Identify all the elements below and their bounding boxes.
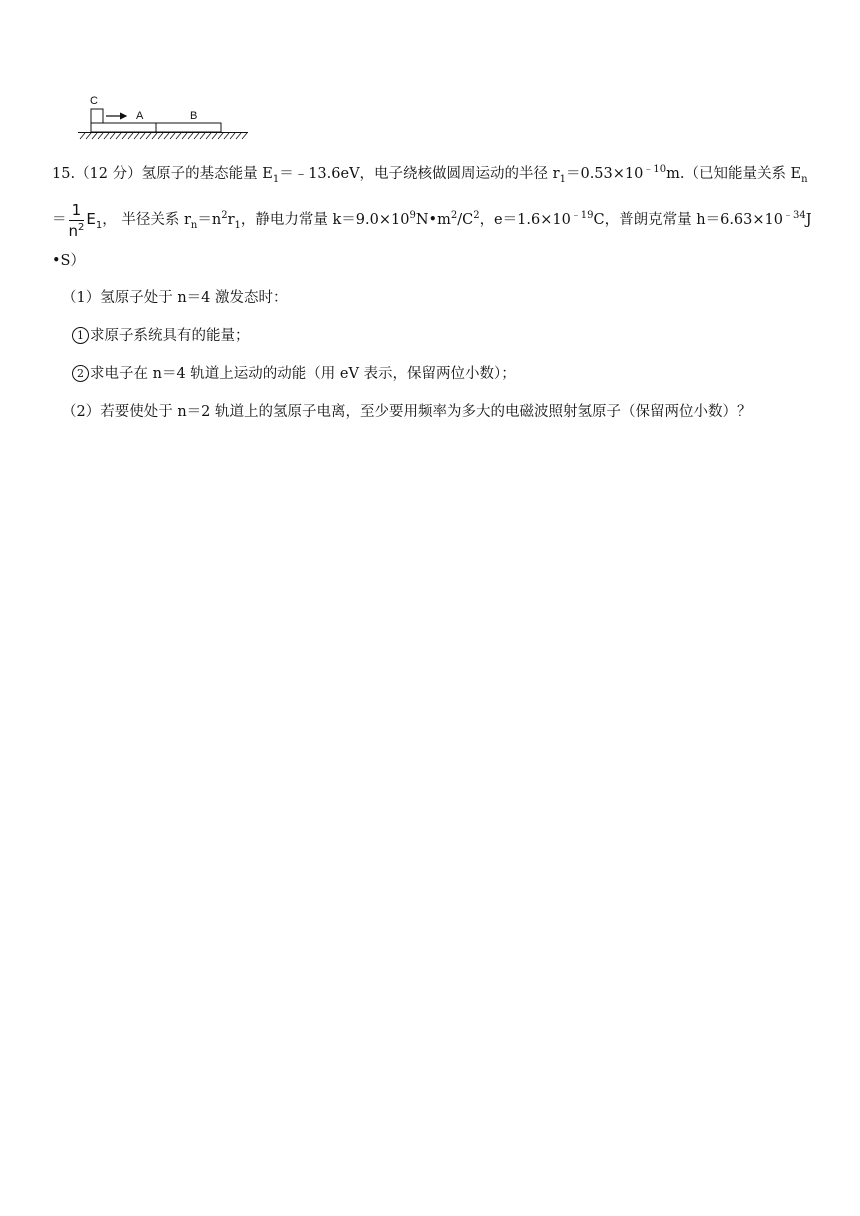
- superscript: 2: [450, 210, 458, 222]
- text: N•m: [415, 212, 451, 228]
- sub-question-text: 求电子在 n＝4 轨道上运动的动能（用 eV 表示，保留两位小数）；: [90, 366, 516, 382]
- subscript: 1: [272, 173, 280, 185]
- circled-number: 1: [72, 327, 89, 344]
- block-board-figure: [74, 92, 252, 142]
- subscript: n: [190, 219, 198, 231]
- text: ， 半径关系 r: [102, 212, 191, 228]
- fraction-denominator: $n^2$: [68, 221, 85, 240]
- question-line-3: •S）: [52, 253, 85, 269]
- intro-text: ＝0.53×10: [565, 166, 644, 182]
- superscript: ﹣10: [643, 164, 667, 176]
- fraction-numerator: 1: [69, 200, 85, 221]
- text: ＝n: [197, 212, 222, 228]
- superscript: 2: [221, 210, 228, 222]
- label-b: B: [190, 110, 198, 122]
- superscript: 2: [473, 210, 480, 222]
- question-number: 15.: [52, 166, 76, 182]
- subscript: 1: [234, 219, 241, 231]
- intro-text: ＝﹣13.6eV，电子绕核做圆周运动的半径 r: [279, 166, 560, 182]
- text: ，静电力常量 k＝9.0×10: [240, 212, 410, 228]
- e1-symbol: $E_1$: [86, 210, 103, 231]
- ground-hatching: [80, 133, 247, 139]
- intro-text: 氢原子的基态能量 E: [141, 166, 273, 182]
- circled-number: 2: [72, 365, 89, 382]
- intro-text: m.（已知能量关系 E: [666, 166, 802, 182]
- text: /C: [457, 212, 474, 228]
- sub-question-text: 求原子系统具有的能量；: [90, 328, 250, 344]
- label-c: C: [90, 95, 98, 107]
- question-points: （12 分）: [75, 166, 142, 182]
- subscript: n: [801, 173, 808, 185]
- text: J: [805, 212, 812, 228]
- part-1-heading: （1）氢原子处于 n＝4 激发态时：: [62, 290, 288, 306]
- superscript: ﹣19: [570, 210, 594, 222]
- part-2-heading: （2）若要使处于 n＝2 轨道上的氢原子电离，至少要用频率为多大的电磁波照射氢原子（保留两位小数）？: [62, 404, 752, 420]
- subscript: 1: [559, 173, 566, 185]
- equals-sign: ＝: [52, 212, 67, 228]
- text: C，普朗克常量 h＝6.63×10: [593, 212, 783, 228]
- superscript: ﹣34: [782, 210, 806, 222]
- sub-question-2: [72, 364, 840, 384]
- sub-question-1: [72, 326, 840, 346]
- text: ，e＝1.6×10: [479, 212, 571, 228]
- superscript: 9: [409, 210, 416, 222]
- text: r: [227, 212, 235, 228]
- energy-fraction: [69, 200, 85, 241]
- question-line-2: [52, 196, 840, 243]
- label-a: A: [136, 110, 144, 122]
- question-line-1: [52, 164, 840, 184]
- block-c: [91, 109, 103, 123]
